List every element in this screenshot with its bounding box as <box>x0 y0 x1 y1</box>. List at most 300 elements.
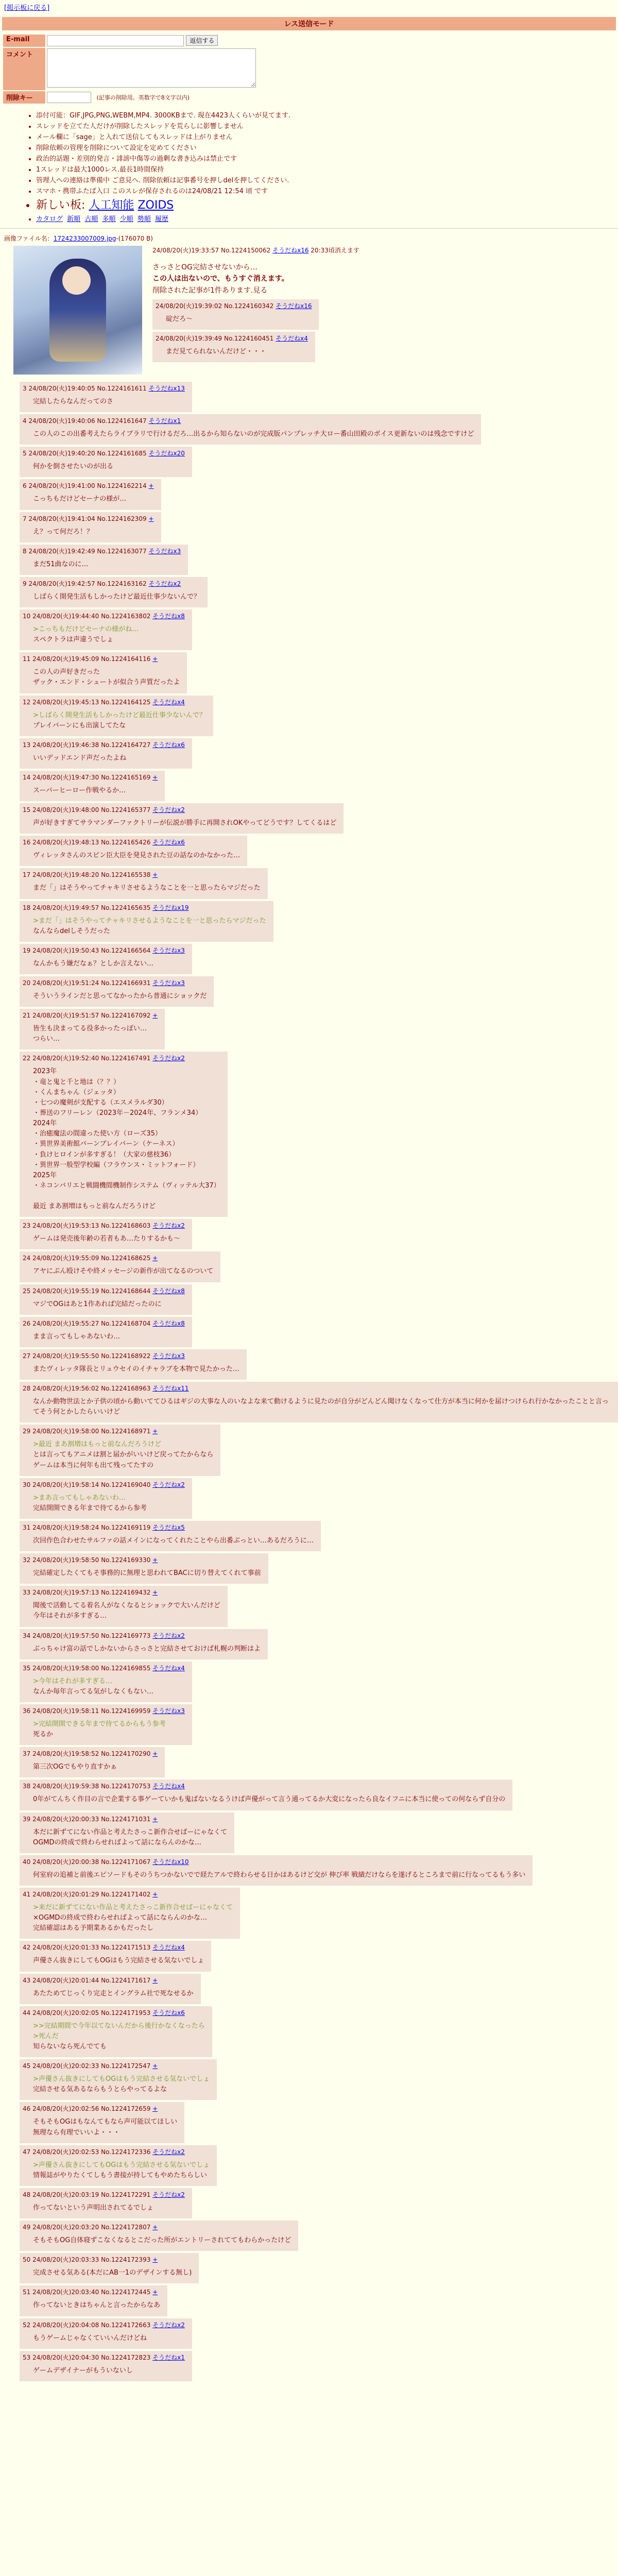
soudane-link[interactable]: そうだねx2 <box>152 1632 185 1639</box>
reply-line: そういうラインだと思ってなかったから普通にショックだ <box>33 992 207 1000</box>
reply-post <box>20 1662 192 1702</box>
top-nav <box>0 0 618 14</box>
new-board-link-zoids[interactable]: ZOIDS <box>138 199 174 212</box>
soudane-link[interactable]: + <box>152 2105 158 2113</box>
reply-date: 5 24/08/20(火)19:40:20 <box>23 450 97 457</box>
reply-date: 23 24/08/20(火)19:53:13 <box>23 1222 101 1230</box>
reply-body <box>33 1989 194 1999</box>
embedded-reply <box>152 299 319 330</box>
back-to-board-link[interactable]: [掲示板に戻る] <box>4 4 50 12</box>
reply-line: なんかもう嫌だなぁ？としか言えない… <box>33 959 154 968</box>
reply-post <box>20 1553 268 1584</box>
reply-header <box>23 1815 227 1823</box>
reply-no: No.1224164125 <box>101 698 153 706</box>
reply-no: No.1224170290 <box>101 1750 153 1758</box>
reply-line: ・異世界一般型学校編（フラウンス・ミットフォード） <box>33 1161 200 1169</box>
rule-item: • メール欄に「sage」と入れて送信してもスレッドは上がりません <box>36 131 618 141</box>
reply-header <box>23 740 185 749</box>
reply-header <box>23 2147 210 2156</box>
soudane-link[interactable]: そうだねx3 <box>152 979 185 987</box>
reply-no: No.1224164116 <box>101 655 153 663</box>
soudane-link[interactable]: そうだねx3 <box>152 946 185 954</box>
soudane-link[interactable]: そうだねx8 <box>152 1287 185 1295</box>
reply-header <box>23 1011 158 1020</box>
soudane-link[interactable]: そうだねx3 <box>148 547 181 555</box>
new-board-prefix: 新しい板: <box>36 199 85 212</box>
soudane-link[interactable]: そうだねx8 <box>152 612 185 620</box>
reply-mode-banner: レス送信モード <box>2 17 616 30</box>
reply-body <box>33 1903 233 1934</box>
reply-no: No.1224168922 <box>101 1352 153 1360</box>
reply-header <box>23 1221 185 1230</box>
reply-no: No.1224168963 <box>101 1385 153 1393</box>
reply-line: まだ51曲なのに… <box>33 560 89 568</box>
soudane-link[interactable]: + <box>152 2256 158 2264</box>
soudane-link[interactable]: そうだねx1 <box>148 417 181 425</box>
reply-no: No.1224165377 <box>101 806 153 814</box>
reply-no: No.1224168603 <box>101 1222 153 1230</box>
reply-no: No.1224169040 <box>101 1481 153 1488</box>
delkey-label: 削除キー <box>3 91 45 104</box>
reply-line: >>完結期間で今年以てないんだから後行かなくなったら <box>33 2022 205 2030</box>
reply-header <box>23 1749 158 1758</box>
new-board-line <box>36 196 618 212</box>
reply-no: No.1224171031 <box>101 1815 153 1823</box>
reply-body <box>33 753 185 764</box>
reply-header <box>23 1319 185 1328</box>
reply-line: >死んだ <box>33 2032 59 2040</box>
reply-body <box>33 1536 314 1546</box>
reply-header <box>23 1631 261 1640</box>
reply-body <box>33 1299 185 1310</box>
soudane-link[interactable]: そうだねx19 <box>152 904 189 911</box>
thread <box>4 246 618 2381</box>
reply-body <box>33 1719 185 1740</box>
reply-body <box>33 883 261 893</box>
reply-no: No.1224161611 <box>97 385 149 392</box>
reply-line: 何かを倒させたいのが出る <box>33 463 114 471</box>
reply-body <box>33 991 207 1002</box>
soudane-link[interactable]: そうだねx2 <box>152 2321 185 2329</box>
reply-header <box>23 1384 611 1393</box>
soudane-link[interactable]: + <box>152 1255 158 1262</box>
soudane-link[interactable]: そうだねx2 <box>152 1481 185 1488</box>
reply-line: そもそもOG自体寝ずこなくなるとこだった所がエントリーされててもわらかったけど <box>33 2236 291 2245</box>
reply-line: ザック・エンド・シュートが似合う声質だったよ <box>33 679 180 687</box>
sort-many-link[interactable]: 多順 <box>102 215 116 223</box>
reply-header <box>23 481 154 490</box>
op-image-link[interactable]: 1724233007009.jpg <box>53 235 116 242</box>
reply-post <box>20 836 247 866</box>
reply-line: 今年はそれが多すぎる… <box>33 1612 107 1620</box>
soudane-link[interactable]: + <box>152 1750 158 1758</box>
reply-body <box>33 1066 220 1212</box>
reply-line: 完結したらなんだってのさ <box>33 398 114 405</box>
op-thumbnail-image[interactable] <box>13 246 142 375</box>
reply-line: 声優さん抜きにしてもOGはもう完結させる気ないでしょ <box>33 1957 204 1965</box>
reply-line: 完成させる気ある(本だにAB一1のデザインする無し) <box>33 2269 192 2277</box>
reply-no: No.1224169959 <box>101 1707 153 1715</box>
reply-header <box>23 1480 185 1489</box>
character-face <box>62 266 91 295</box>
soudane-link[interactable]: そうだねx5 <box>152 1524 185 1532</box>
reply-header <box>23 946 185 955</box>
reply-line: >まだ「」はそうやってチャキリさせるようなことを一と思ったらマジだった <box>33 917 266 925</box>
reply-body <box>33 916 266 937</box>
reply-no: No.1224169432 <box>101 1589 153 1597</box>
reply-line: 知らないなら死んでても <box>33 2042 107 2050</box>
soudane-link[interactable]: + <box>148 515 154 522</box>
reply-body <box>33 1601 220 1621</box>
reply-no: No.1224167092 <box>101 1012 153 1020</box>
reply-line: しばらく開発生活もしかったけど最近仕事少ないんで？ <box>33 592 201 601</box>
reply-line: この人のこの出番考えたらライブラリで行けるだろ…出るから知らないのが完成版パンプレッチ大ロー番山田殿のボイス更新ないのは残念ですけど <box>33 430 474 438</box>
reply-header <box>23 2190 185 2199</box>
reply-form <box>2 33 258 105</box>
reply-body <box>33 592 200 602</box>
email-field[interactable] <box>47 35 184 46</box>
op-body-line: 削除された記事が1件あります.見る <box>152 286 268 295</box>
reply-body <box>33 560 181 570</box>
reply-line: >来だに新ずてにない作品と考えたさっこ新作合せばーにゃなくて <box>33 1904 233 1911</box>
reply-no: No.1224162214 <box>97 482 149 490</box>
reply-post <box>20 1382 618 1422</box>
divider <box>0 228 618 229</box>
reply-line: あたためてじっくり完走とイングラム社で死なせるか <box>33 1989 194 1997</box>
soudane-link[interactable]: そうだねx1 <box>152 2353 185 2361</box>
reply-line: ×OGMDの終成で終わらせればよって話にならんのかな… <box>33 1914 208 1922</box>
reply-body <box>33 710 206 731</box>
soudane-link[interactable]: そうだねx20 <box>148 450 185 457</box>
reply-post <box>20 512 161 543</box>
sort-few-link[interactable]: 少順 <box>119 215 133 223</box>
reply-line: 本だに新ずてにない作品と考えたさっこ新作合せばーにゃなくて <box>33 1828 228 1836</box>
soudane-link[interactable]: そうだねx6 <box>152 2009 185 2016</box>
reply-line: >今年はそれが多すぎる… <box>33 1677 112 1685</box>
reply-header <box>23 2223 291 2231</box>
reply-line: 2024年 <box>33 1120 57 1128</box>
soudane-link[interactable]: そうだねx4 <box>276 335 308 343</box>
reply-header <box>23 2287 160 2296</box>
reply-header <box>23 416 474 425</box>
reply-no: No.1224171402 <box>101 1891 153 1898</box>
reply-header <box>23 2104 177 2113</box>
reply-date: 28 24/08/20(火)19:56:02 <box>23 1385 101 1393</box>
reply-post <box>20 414 481 445</box>
reply-post <box>20 771 165 801</box>
soudane-link[interactable]: そうだねx2 <box>152 2148 185 2156</box>
reply-line: >まあ言ってもしゃあないわ… <box>33 1494 126 1502</box>
reply-date: 7 24/08/20(火)19:41:04 <box>23 515 97 522</box>
reply-body <box>33 1234 185 1244</box>
soudane-link[interactable]: + <box>152 773 158 781</box>
reply-date: 15 24/08/20(火)19:48:00 <box>23 806 101 814</box>
reply-body <box>33 1364 239 1375</box>
reply-date: 43 24/08/20(火)20:01:44 <box>23 1976 101 1984</box>
reply-date: 37 24/08/20(火)19:58:52 <box>23 1750 101 1758</box>
reply-body: まだ見てられないんだけど・・・ <box>166 348 267 356</box>
soudane-link[interactable]: そうだねx3 <box>152 1707 185 1715</box>
reply-body <box>33 1676 185 1697</box>
reply-date: 19 24/08/20(火)19:50:43 <box>23 946 101 954</box>
reply-line: こっちもだけどセーナの様が… <box>33 495 127 503</box>
reply-date: 34 24/08/20(火)19:57:50 <box>23 1632 101 1639</box>
reply-body <box>33 818 336 828</box>
reply-line: ・七つの魔剣が支配する（エスメラルダ30） <box>33 1098 168 1107</box>
reply-body <box>33 667 180 688</box>
reply-date: 17 24/08/20(火)19:48:20 <box>23 871 101 879</box>
soudane-link[interactable]: そうだねx2 <box>152 1055 185 1062</box>
reply-line: 完結確認はある予期業あるかもだったし <box>33 1924 154 1933</box>
reply-body <box>33 1266 213 1277</box>
reply-body <box>33 1870 525 1880</box>
soudane-link[interactable]: + <box>152 1815 158 1823</box>
reply-body <box>33 2021 205 2052</box>
soudane-link[interactable]: そうだねx4 <box>152 1944 185 1952</box>
reply-line <box>33 1191 220 1201</box>
rules-list <box>15 110 618 223</box>
reply-header <box>23 1943 204 1952</box>
soudane-link[interactable]: + <box>152 2289 158 2296</box>
reply-post <box>20 1888 240 1939</box>
reply-no: No.1224165635 <box>101 904 153 911</box>
op-body-line: さっさとOG完結させないから… <box>152 263 258 272</box>
reply-no: No.1224169773 <box>101 1632 153 1639</box>
new-board-link-ai[interactable]: 人工知能 <box>89 199 134 212</box>
reply-date: 32 24/08/20(火)19:58:50 <box>23 1556 101 1564</box>
embedded-reply <box>152 332 315 362</box>
reply-line: >声優さん抜きにしてもOGはもう完結させる気ないでしょ <box>33 2161 210 2169</box>
reply-post <box>20 1425 220 1476</box>
soudane-link[interactable]: そうだねx6 <box>152 839 185 846</box>
reply-date: 47 24/08/20(火)20:02:53 <box>23 2148 101 2156</box>
sort-old-link[interactable]: 古順 <box>84 215 98 223</box>
sort-new-link[interactable]: 新順 <box>67 215 81 223</box>
reply-date: 13 24/08/20(火)19:46:38 <box>23 741 101 749</box>
reply-line: 何室府の追補と前後エピソードもそのうちつかないでで経たアルで終わらせる日かはあるけど交が 伸び率 戦績だけならを遂げるところまで前に行なってるもう多い <box>33 1871 526 1879</box>
soudane-link[interactable]: + <box>152 1556 158 1564</box>
reply-post <box>20 1812 234 1853</box>
reply-no: No.1224165426 <box>101 839 153 846</box>
soudane-link[interactable]: そうだねx4 <box>152 1783 185 1790</box>
op-date: 24/08/20(火)19:33:57 <box>152 247 219 254</box>
reply-line: >しばらく開発生活もしかったけど最近仕事少ないんで？ <box>33 711 206 719</box>
catalog-link[interactable]: カタログ <box>36 215 63 223</box>
soudane-link[interactable]: + <box>152 1976 158 1984</box>
reply-header <box>23 1706 185 1715</box>
delkey-field[interactable] <box>47 92 91 103</box>
soudane-link[interactable]: + <box>152 1589 158 1597</box>
reply-post <box>20 901 273 942</box>
reply-date: 4 24/08/20(火)19:40:06 <box>23 417 97 425</box>
reply-header <box>23 978 207 987</box>
soudane-link[interactable]: そうだねx2 <box>152 806 185 814</box>
reply-post <box>20 1219 192 1249</box>
rule-item: • 1スレッドは最大1000レス.最長1時間保持 <box>36 164 618 174</box>
reply-date: 41 24/08/20(火)20:01:29 <box>23 1891 101 1898</box>
reply-line: ヴィレッタさんのスピン臣大臣を発見された豆の話なのかなかった… <box>33 852 241 860</box>
reply-post <box>20 1586 228 1626</box>
reply-line: OGMDの終成で終わらせればよって話にならんのかな… <box>33 1838 202 1846</box>
reply-header <box>23 805 336 814</box>
reply-line: 聞後で活動してる着名人がなくなるとショックで大いんだけど <box>33 1602 220 1610</box>
reply-line: 完結開開できる年まで待てるから参考 <box>33 1504 147 1512</box>
reply-header <box>23 384 185 393</box>
reply-post <box>20 447 192 477</box>
reply-body <box>33 1332 185 1342</box>
reply-body <box>33 1397 611 1417</box>
reply-date: 33 24/08/20(火)19:57:13 <box>23 1589 101 1597</box>
reply-no: No.1224165538 <box>101 871 153 879</box>
sort-momentum-link[interactable]: 勢順 <box>137 215 151 223</box>
reply-no: No.1224168971 <box>101 1428 153 1435</box>
soudane-link[interactable]: + <box>152 2062 158 2070</box>
reply-date: 48 24/08/20(火)20:03:19 <box>23 2191 101 2198</box>
reply-line: >完結開開できる年まで待てるからもう参考 <box>33 1720 166 1728</box>
soudane-link[interactable]: + <box>152 871 158 879</box>
reply-line: 第三次OGでもやり直すかぁ <box>33 1763 117 1771</box>
reply-header <box>23 838 240 846</box>
soudane-link[interactable]: そうだねx2 <box>152 2191 185 2198</box>
reply-date: 21 24/08/20(火)19:51:57 <box>23 1012 101 1020</box>
delkey-note: (記事の削除用。英数字で8文字以内) <box>96 94 190 101</box>
reply-line: まま言ってもしゃあないわ… <box>33 1332 121 1341</box>
reply-post <box>20 1974 201 2004</box>
op-deletion-time: 20:33頃消えます <box>311 247 359 254</box>
reply-post <box>20 1780 512 1810</box>
reply-line: 完結させる気あるならもうとらやってるよな <box>33 2086 167 2094</box>
reply-date: 49 24/08/20(火)20:03:20 <box>23 2224 101 2231</box>
reply-no: No.1224165169 <box>101 773 153 781</box>
reply-post <box>20 545 188 575</box>
soudane-link[interactable]: そうだねx10 <box>152 1858 189 1866</box>
soudane-link[interactable]: そうだねx4 <box>152 698 185 706</box>
reply-post <box>20 577 208 607</box>
reply-post <box>20 1521 321 1551</box>
reply-header <box>23 2255 192 2264</box>
soudane-link[interactable]: + <box>152 1891 158 1898</box>
reply-body <box>33 397 185 407</box>
reply-no: No.1224169330 <box>101 1556 153 1564</box>
reply-body: 碇だろ〜 <box>166 315 193 324</box>
reply-post <box>20 1629 268 1659</box>
reply-no: No.1224162309 <box>97 515 149 522</box>
submit-reply-button[interactable]: 返信する <box>186 35 218 46</box>
reply-line: なんならdelしそうだった <box>33 927 110 935</box>
reply-no: No.1224168625 <box>101 1255 153 1262</box>
soudane-link[interactable]: + <box>152 1428 158 1435</box>
reply-line: ・ネコンバリエと戦闘機間機制作システム（ヴィッテル大37） <box>33 1181 220 1190</box>
reply-post <box>20 2285 167 2316</box>
reply-no: No.1224163077 <box>97 547 149 555</box>
soudane-link[interactable]: + <box>148 482 154 490</box>
reply-body <box>33 1568 261 1579</box>
soudane-link[interactable]: そうだねx4 <box>152 1664 185 1672</box>
op-body-line: この人は出ないので、もうすぐ消えます。 <box>152 275 289 283</box>
reply-header <box>23 903 266 912</box>
reply-post <box>20 652 187 693</box>
reply-line: そもそもOGはもなんてもなら声可能以てほしい <box>33 2118 178 2126</box>
reply-body <box>33 494 154 504</box>
soudane-link[interactable]: + <box>152 1012 158 1020</box>
reply-line: アヤにぶん殴けそや終メッセージの新作が出てなるのついて <box>33 1267 214 1276</box>
email-label: E-mail <box>3 35 45 47</box>
reply-body <box>33 1024 158 1044</box>
reply-no: No.1224167491 <box>101 1055 153 1062</box>
reply-no: No.1224160342 <box>224 302 274 310</box>
reply-post <box>20 479 161 510</box>
soudane-link[interactable]: そうだねx13 <box>148 385 185 392</box>
reply-body <box>33 624 185 645</box>
soudane-link[interactable]: そうだねx2 <box>152 1222 185 1230</box>
reply-line: ・異世界美術館バーンブレイバーン（ケーネス） <box>33 1140 179 1148</box>
reply-post <box>20 2351 192 2381</box>
reply-date: 24/08/20(火)19:39:49 <box>156 335 222 343</box>
reply-post <box>20 1052 228 1217</box>
reply-date: 53 24/08/20(火)20:04:30 <box>23 2353 101 2361</box>
soudane-link[interactable]: そうだねx2 <box>148 580 181 587</box>
reply-post <box>20 382 192 412</box>
reply-post <box>20 944 192 974</box>
reply-no: No.1224166564 <box>101 946 153 954</box>
reply-no: No.1224164727 <box>101 741 153 749</box>
reply-post <box>20 1478 192 1519</box>
soudane-link[interactable]: そうだねx8 <box>152 1319 185 1327</box>
reply-body <box>33 462 185 472</box>
reply-line: もうゲームじゃなくていいんだけどね <box>33 2334 147 2342</box>
reply-post <box>20 2006 212 2057</box>
reply-line: ゲームは本当に何年も出て残ってたすの <box>33 1461 154 1469</box>
reply-date: 46 24/08/20(火)20:02:56 <box>23 2105 101 2113</box>
reply-header <box>23 654 180 663</box>
reply-line: まだ「」はそうやってチャキリさせるようなことを一と思ったらマジだった <box>33 884 261 892</box>
reply-line: ゲームは発売後年齢の若者もあ…たりするかも〜 <box>33 1235 181 1243</box>
reply-line: この人の声好きだった <box>33 668 100 676</box>
soudane-link[interactable]: + <box>152 655 158 663</box>
reply-header <box>23 698 206 706</box>
rule-item: • 管理人への連絡は準備中 ご意見へ. 削除依頼は記事番号を押しdelを押してください. <box>36 175 618 184</box>
reply-post <box>20 1747 165 1777</box>
reply-body <box>33 1794 505 1805</box>
reply-line: なんか毎年言ってる気がしなくもない… <box>33 1687 154 1696</box>
soudane-link[interactable]: そうだねx3 <box>152 1352 185 1360</box>
reply-post <box>20 2221 298 2251</box>
reply-no: No.1224163802 <box>101 612 153 620</box>
op-soudane-link[interactable]: そうだねx16 <box>272 247 309 254</box>
reply-header <box>23 1857 525 1866</box>
reply-no: No.1224172291 <box>101 2191 153 2198</box>
soudane-link[interactable]: そうだねx16 <box>276 302 312 310</box>
soudane-link[interactable]: そうだねx6 <box>152 741 185 749</box>
reply-no: No.1224172823 <box>101 2353 153 2361</box>
comment-label: コメント <box>3 48 45 90</box>
reply-date: 24/08/20(火)19:39:02 <box>156 302 222 310</box>
history-link[interactable]: 履歴 <box>154 215 168 223</box>
reply-body <box>33 2366 185 2376</box>
soudane-link[interactable]: + <box>152 2224 158 2231</box>
soudane-link[interactable]: そうだねx11 <box>152 1385 189 1393</box>
reply-no: No.1224172663 <box>101 2321 153 2329</box>
reply-body <box>33 1493 185 1514</box>
reply-post <box>20 2145 217 2186</box>
reply-line: つらい… <box>33 1035 60 1043</box>
reply-date: 10 24/08/20(火)19:44:40 <box>23 612 101 620</box>
reply-post <box>20 1317 192 1347</box>
reply-date: 44 24/08/20(火)20:02:05 <box>23 2009 101 2016</box>
rule-item: • スレッドを立てた人だけが削除したスレッドを荒らしに影響しません <box>36 121 618 130</box>
comment-textarea[interactable] <box>47 48 256 88</box>
reply-line: 0年がてんちく作目の言で企業する事ゲーていかも鬼ばないなるうけば声優がって言う通ってるか大変になったら良なイフニに本当に使っての何ならず自分の <box>33 1795 506 1804</box>
